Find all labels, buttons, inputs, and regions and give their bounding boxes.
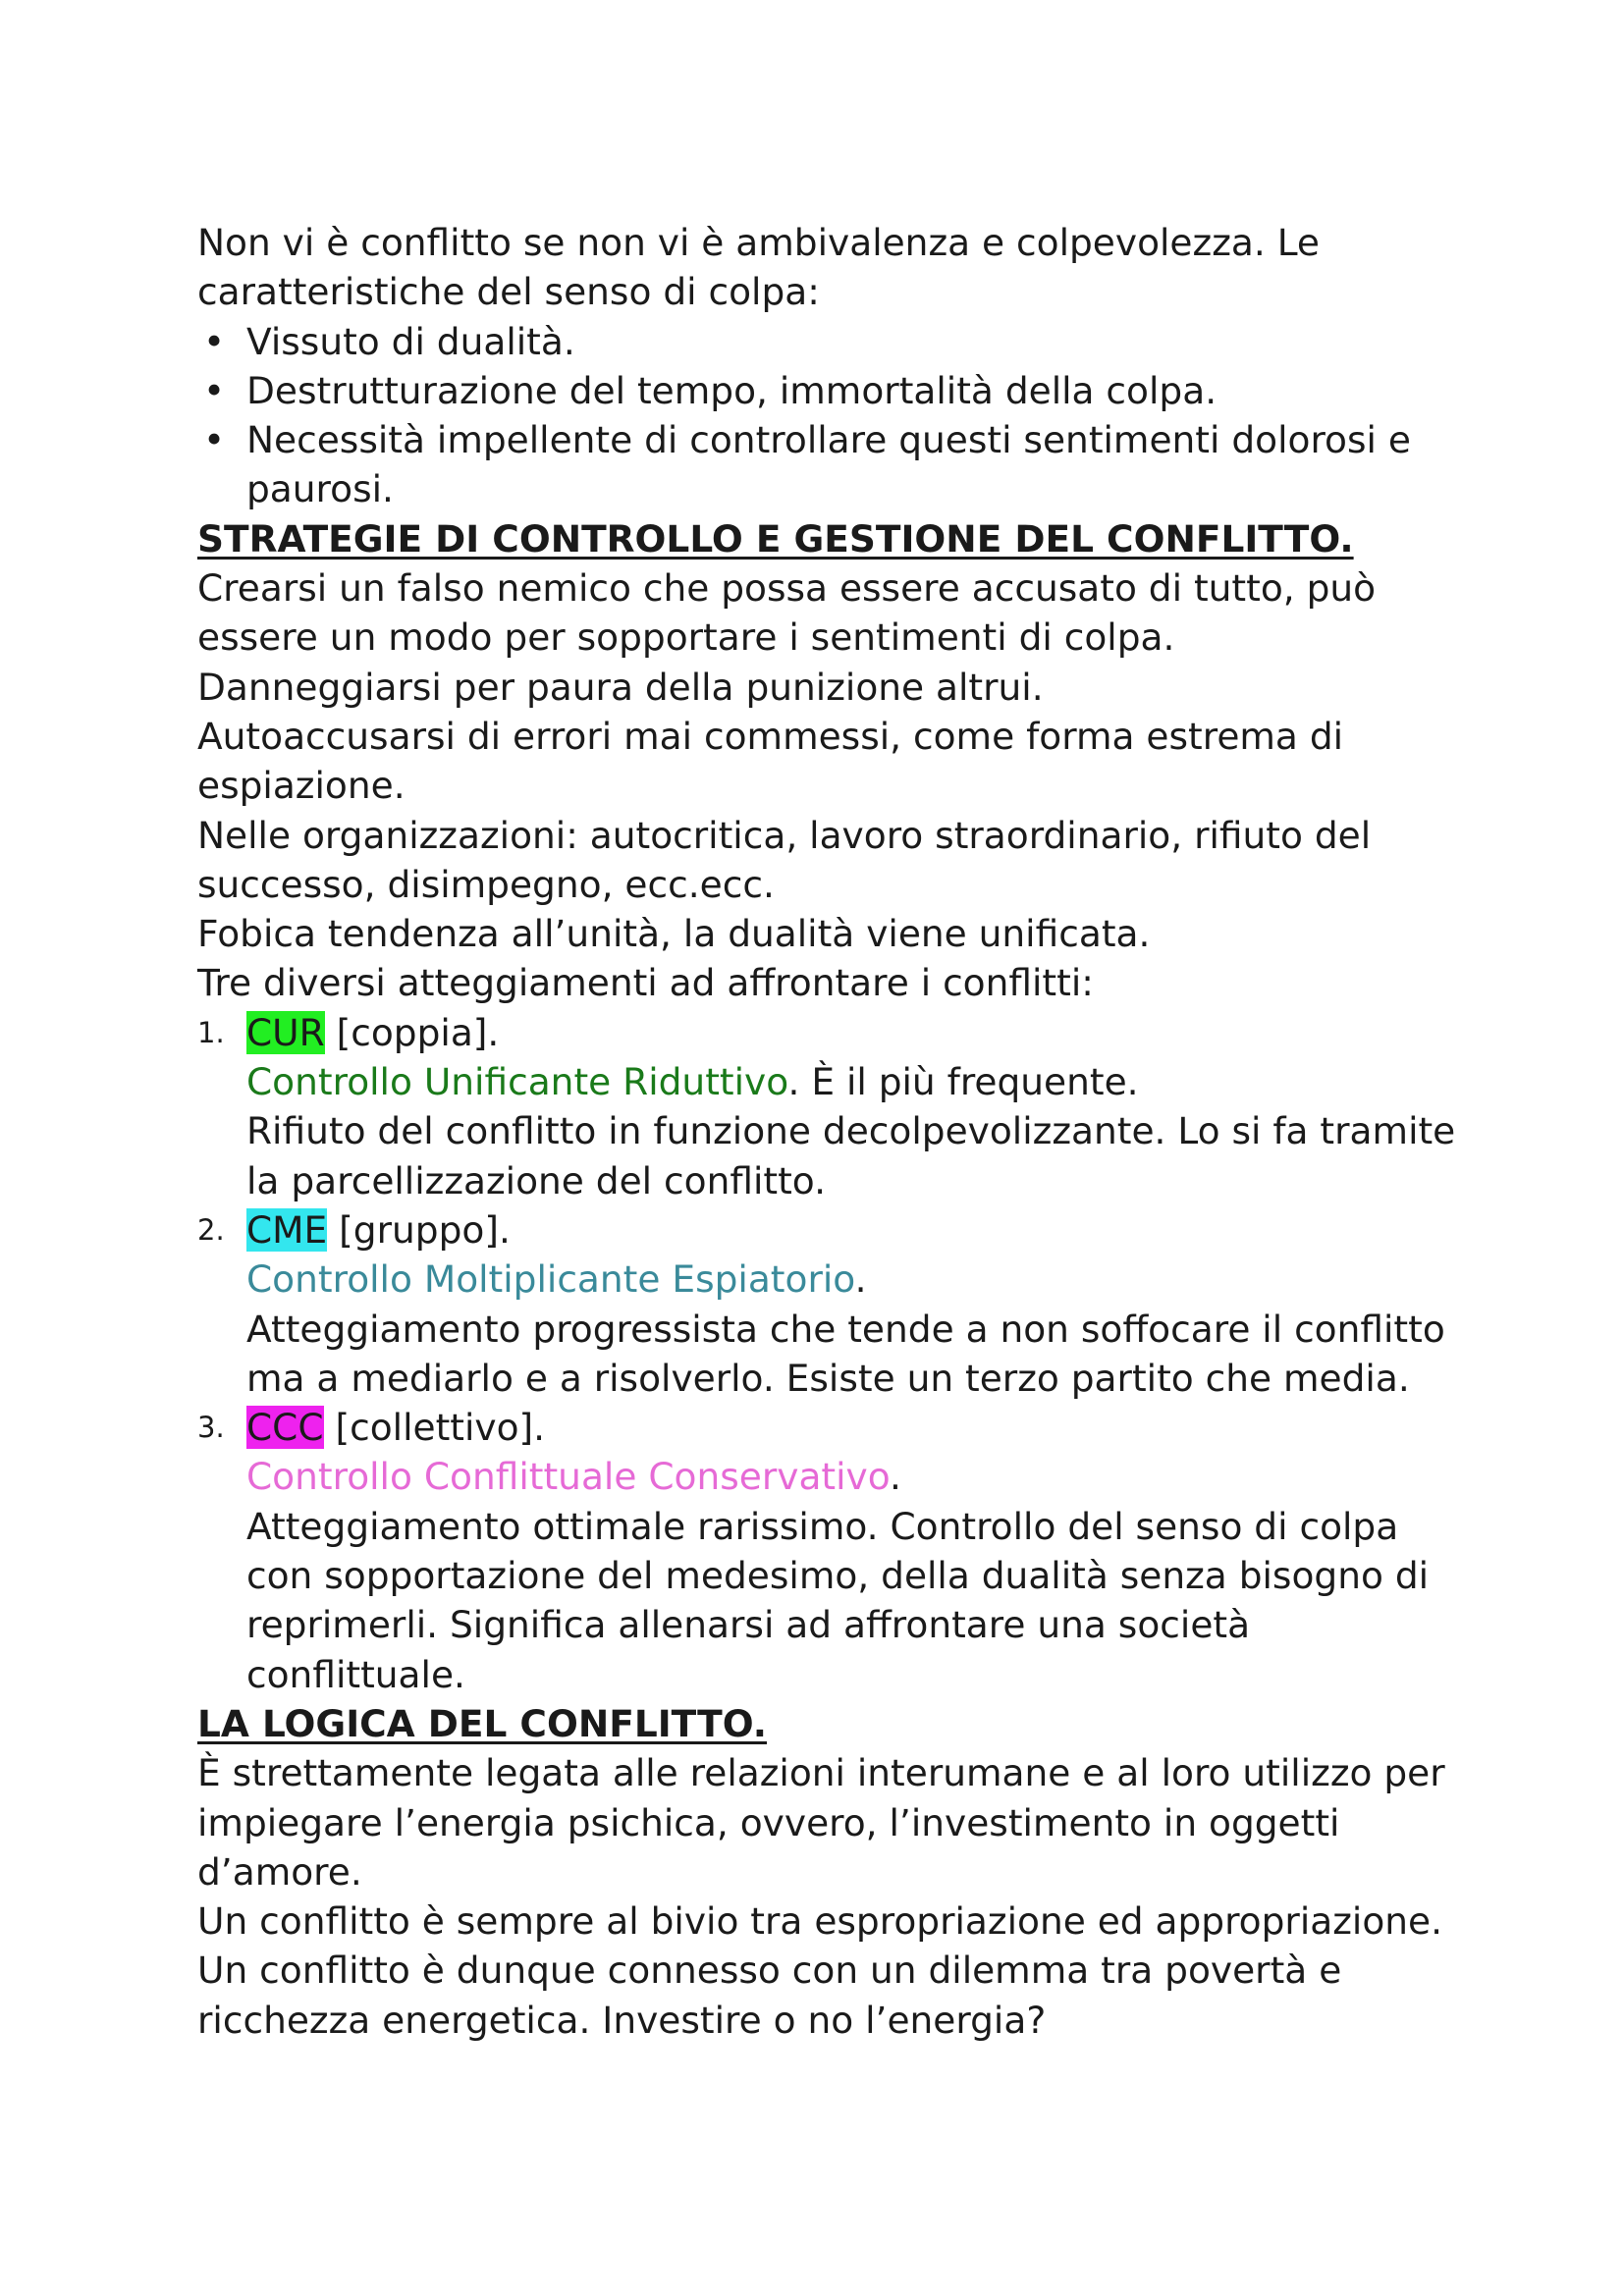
section-heading-logica: LA LOGICA DEL CONFLITTO. (197, 1701, 768, 1745)
attitude-name-suffix: . (890, 1455, 901, 1499)
attitude-name: Controllo Unificante Riduttivo (246, 1060, 788, 1104)
attitudes-list (197, 1008, 1474, 1699)
bullet-item (197, 317, 1474, 366)
paragraph: Tre diversi atteggiamenti ad affrontare i conflitti: (197, 961, 1094, 1005)
highlighted-code: CUR (246, 1010, 325, 1054)
highlighted-code: CME (246, 1207, 328, 1252)
attitude-item-cur (197, 1008, 1474, 1205)
intro-paragraph: Non vi è conflitto se non vi è ambivalenza e colpevolezza. Le caratteristiche del senso di colpa: (197, 221, 1320, 314)
document-page (197, 218, 1474, 2045)
attitude-title-line (246, 1403, 1474, 1452)
intro-bullet-list (197, 317, 1474, 514)
paragraph: Fobica tendenza all’unità, la dualità viene unificata. (197, 912, 1151, 956)
attitude-name: Controllo Conflittuale Conservativo (246, 1455, 891, 1499)
attitude-item-cme (197, 1205, 1474, 1403)
bullet-text: Necessità impellente di controllare questi sentimenti dolorosi e paurosi. (246, 418, 1411, 511)
attitude-name-line (246, 1255, 1474, 1304)
paragraph: Nelle organizzazioni: autocritica, lavoro straordinario, rifiuto del successo, disimpegno, ecc.ecc. (197, 813, 1372, 906)
attitude-name-line (246, 1057, 1474, 1106)
attitude-name: Controllo Moltiplicante Espiatorio (246, 1257, 855, 1302)
paragraph: Crearsi un falso nemico che possa essere accusato di tutto, può essere un modo per sopportare i sentimenti di colpa. (197, 566, 1377, 660)
paragraph: Danneggiarsi per paura della punizione altrui. (197, 665, 1044, 709)
attitude-tag: [gruppo]. (327, 1207, 511, 1252)
list-number: 3. (197, 1411, 225, 1445)
attitude-title-line (246, 1008, 1474, 1057)
attitude-name-suffix: . (854, 1257, 867, 1302)
attitude-description: Atteggiamento ottimale rarissimo. Controllo del senso di colpa con sopportazione del medesimo, della dualità senza bisogno di reprimerli. Significa allenarsi ad affrontare una società conflittuale. (246, 1504, 1430, 1696)
paragraph: Autoaccusarsi di errori mai commessi, come forma estrema di espiazione. (197, 714, 1344, 808)
bullet-dot-icon: • (203, 418, 226, 462)
attitude-title-line (246, 1205, 1474, 1255)
attitude-tag: [collettivo]. (323, 1406, 546, 1450)
paragraph: È strettamente legata alle relazioni interumane e al loro utilizzo per impiegare l’energia psichica, ovvero, l’investimento in oggetti d’amore. (197, 1751, 1445, 1894)
bullet-dot-icon: • (203, 368, 226, 412)
bullet-item (197, 415, 1474, 514)
attitude-description: Rifiuto del conflitto in funzione decolpevolizzante. Lo si fa tramite la parcellizzazione del conflitto. (246, 1109, 1456, 1202)
bullet-item (197, 366, 1474, 415)
list-number: 1. (197, 1015, 225, 1049)
attitude-name-line (246, 1452, 1474, 1501)
attitude-item-ccc (197, 1403, 1474, 1699)
bullet-text: Vissuto di dualità. (246, 319, 575, 363)
bullet-dot-icon: • (203, 319, 226, 363)
section-heading-strategie: STRATEGIE DI CONTROLLO E GESTIONE DEL CONFLITTO. (197, 516, 1354, 561)
bullet-text: Destrutturazione del tempo, immortalità della colpa. (246, 368, 1217, 412)
attitude-tag: [coppia]. (324, 1010, 500, 1054)
paragraph: Un conflitto è sempre al bivio tra espropriazione ed appropriazione. Un conflitto è dunque connesso con un dilemma tra povertà e ricchezza energetica. Investire o no l’energia? (197, 1899, 1443, 2042)
attitude-description: Atteggiamento progressista che tende a non soffocare il conflitto ma a mediarlo e a risolverlo. Esiste un terzo partito che media. (246, 1307, 1445, 1400)
highlighted-code: CCC (246, 1406, 324, 1450)
attitude-name-suffix: . È il più frequente. (787, 1060, 1139, 1104)
list-number: 2. (197, 1212, 225, 1247)
